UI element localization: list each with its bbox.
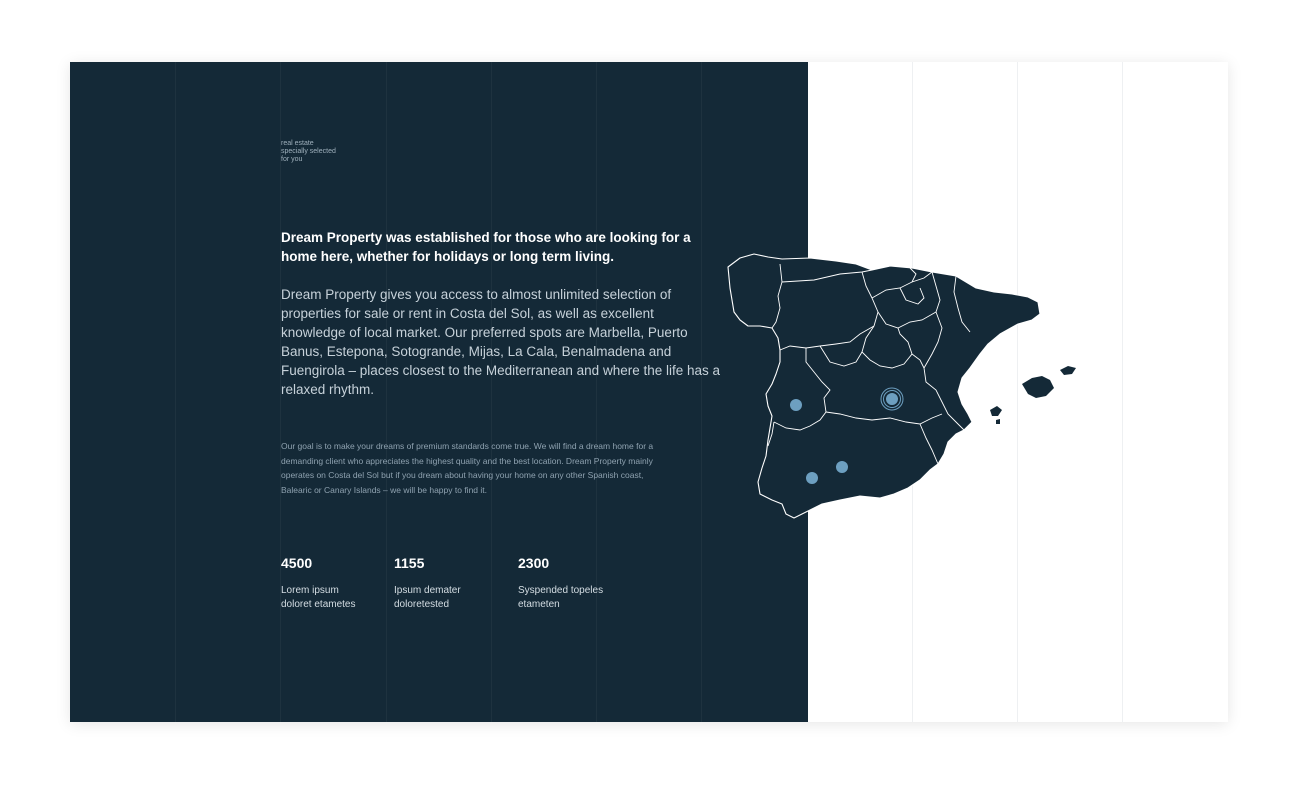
balearic-menorca	[1060, 366, 1076, 375]
tagline	[281, 140, 336, 164]
stat-1	[281, 554, 401, 612]
about-section	[70, 62, 1228, 722]
spain-mainland	[728, 254, 1040, 518]
balearic-ibiza	[990, 406, 1002, 416]
malaga-marker[interactable]	[806, 472, 818, 484]
spain-map-icon	[710, 242, 1090, 562]
balearic-formentera	[996, 419, 1000, 424]
goal-text: Our goal is to make your dreams of premium standards come true. We will find a dream home for a demanding client who appreciates the highest quality and the best location. Dream Property mainly operates on Costa del Sol but if you dream about having your home on any other Spanish coast, Balearic or Canary Islands – we will be happy to find it.	[281, 441, 654, 495]
tagline-line: specially selected	[281, 148, 336, 155]
stat-label: Syspended topeles etameten	[518, 585, 604, 610]
stat-label: Lorem ipsum doloret etametes	[281, 585, 356, 610]
grid-line	[1122, 62, 1123, 722]
balearic-mallorca	[1022, 376, 1054, 398]
intro-body: Dream Property gives you access to almost unlimited selection of properties for sale or rent in Costa del Sol, as well as excellent knowledge of local market. Our preferred spots are Marbella, Puerto Banus, Estepona, Sotogrande, Mijas, La Cala, Benalmadena and Fuengirola – places closest to the Mediterranean and where the life has a relaxed rhythm.	[281, 287, 721, 397]
stat-2	[394, 554, 514, 612]
stat-value: 4500	[281, 555, 313, 571]
tagline-line: for you	[281, 156, 303, 163]
tagline-line: real estate	[281, 140, 314, 147]
stat-3	[518, 554, 638, 612]
intro-lead: Dream Property was established for those who are looking for a home here, whether for holidays or long term living.	[281, 230, 691, 264]
grid-line	[175, 62, 176, 722]
stat-label: Ipsum demater doloretested	[394, 585, 461, 610]
stat-value: 1155	[394, 555, 425, 571]
stat-value: 2300	[518, 555, 550, 571]
granada-marker[interactable]	[836, 461, 848, 473]
dark-panel	[70, 62, 808, 722]
extremadura-marker[interactable]	[790, 399, 802, 411]
